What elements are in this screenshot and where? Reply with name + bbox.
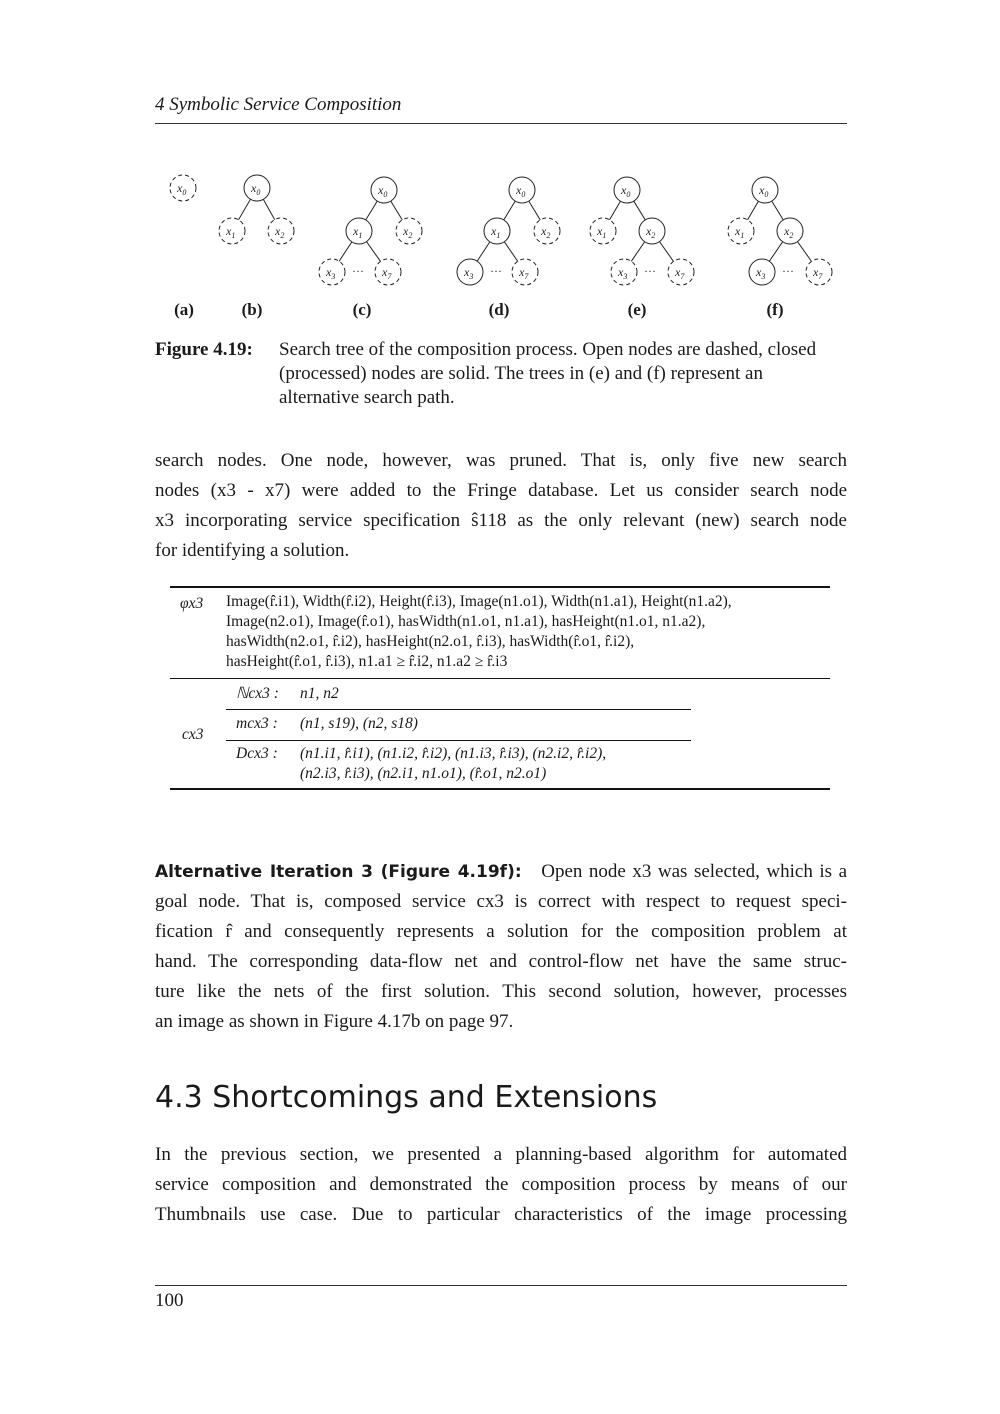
svg-text:x0: $x_0$ bbox=[251, 181, 261, 197]
table-mid-rule bbox=[170, 678, 830, 679]
d-value bbox=[300, 744, 680, 784]
page-number: 100 bbox=[155, 1290, 184, 1311]
text-line: Thumbnails use case. Due to particular characteristics of the image processing bbox=[155, 1204, 847, 1225]
header-rule bbox=[155, 123, 847, 124]
svg-text:x3: $x_3$ bbox=[756, 265, 766, 281]
tree-d bbox=[457, 177, 560, 285]
figure-label-f: (f) bbox=[766, 300, 784, 319]
text-line: ture like the nets of the first solution. This second solution, however, processes bbox=[155, 981, 847, 1002]
text-line: for identifying a solution. bbox=[155, 540, 350, 561]
svg-text:x7: $x_7$ bbox=[813, 265, 823, 281]
table-top-rule bbox=[170, 586, 830, 588]
svg-text:x0: $x_0$ bbox=[516, 183, 526, 199]
svg-text:x2: $x_2$ bbox=[646, 224, 656, 240]
table-inner-rule bbox=[226, 740, 691, 741]
formula-line: (n1.i1, r̂.i1), (n1.i2, r̂.i2), (n1.i3, r̂.i3), (n2.i2, r̂.i2), bbox=[300, 745, 607, 762]
tree-c bbox=[319, 177, 422, 285]
text-fragment: Open node x3 was selected, which is a bbox=[541, 861, 847, 882]
table-inner-rule bbox=[226, 709, 691, 710]
figure-label-c: (c) bbox=[352, 300, 372, 319]
svg-text:x7: $x_7$ bbox=[519, 265, 529, 281]
formula-line: hasHeight(r̂.o1, r̂.i3), n1.a1 ≥ r̂.i2, n1.a2 ≥ r̂.i3 bbox=[226, 653, 508, 670]
tree-f bbox=[728, 177, 832, 285]
paragraph-shortcomings bbox=[155, 1140, 847, 1230]
svg-text:x3: $x_3$ bbox=[618, 265, 628, 281]
svg-text:x0: $x_0$ bbox=[378, 183, 388, 199]
formula-line: Image(n2.o1), Image(r̂.o1), hasWidth(n1.o1, n1.a1), hasHeight(n1.o1, n1.a2), bbox=[226, 613, 706, 630]
m-label: mcx3 : bbox=[236, 715, 278, 732]
svg-text:x7: $x_7$ bbox=[675, 265, 685, 281]
phi-label: φx3 bbox=[180, 595, 204, 612]
svg-text:x0: $x_0$ bbox=[177, 181, 187, 197]
svg-text:x2: $x_2$ bbox=[403, 224, 413, 240]
svg-text:x1: $x_1$ bbox=[735, 224, 745, 240]
svg-text:x1: $x_1$ bbox=[597, 224, 607, 240]
svg-text:x2: $x_2$ bbox=[275, 224, 285, 240]
n-label: ℕcx3 : bbox=[236, 685, 279, 702]
svg-text:x0: $x_0$ bbox=[759, 183, 769, 199]
figure-label-e: (e) bbox=[627, 300, 647, 319]
paragraph-search-nodes bbox=[155, 446, 847, 566]
svg-text:x1: $x_1$ bbox=[491, 224, 501, 240]
text-line: hand. The corresponding data-flow net and control-flow net have the same struc- bbox=[155, 951, 847, 972]
running-head: 4 Symbolic Service Composition bbox=[155, 94, 402, 115]
text-line: goal node. That is, composed service cx3 is correct with respect to request speci- bbox=[155, 891, 847, 912]
search-tree-figure bbox=[155, 168, 845, 298]
caption-label: Figure 4.19: bbox=[155, 339, 253, 360]
c-label: cx3 bbox=[182, 726, 204, 743]
caption-text: Search tree of the composition process. Open nodes are dashed, closed (processed) nodes are solid. The trees in (e) and (f) represent an alternative search path. bbox=[279, 339, 817, 408]
alt-iteration-heading: Alternative Iteration 3 (Figure 4.19f): bbox=[155, 862, 522, 882]
tree-b bbox=[219, 175, 294, 244]
figure-label-a: (a) bbox=[174, 300, 194, 319]
formula-line: (n2.i3, r̂.i3), (n2.i1, n1.o1), (r̂.o1, n2.o1) bbox=[300, 765, 547, 782]
d-label: Dcx3 : bbox=[236, 745, 278, 762]
n-value: n1, n2 bbox=[300, 685, 339, 702]
formula-line: hasWidth(n2.o1, r̂.i2), hasHeight(n2.o1, r̂.i3), hasWidth(r̂.o1, r̂.i2), bbox=[226, 633, 635, 650]
footer-rule bbox=[155, 1285, 847, 1286]
text-line: In the previous section, we presented a planning-based algorithm for automated bbox=[155, 1144, 847, 1165]
text-line bbox=[155, 857, 847, 887]
m-value: (n1, s19), (n2, s18) bbox=[300, 715, 418, 732]
svg-text:x3: $x_3$ bbox=[464, 265, 474, 281]
svg-text:x7: $x_7$ bbox=[382, 265, 392, 281]
svg-text:x2: $x_2$ bbox=[784, 224, 794, 240]
svg-text:x3: $x_3$ bbox=[326, 265, 336, 281]
text-line: x3 incorporating service specification ŝ118 as the only relevant (new) search node bbox=[155, 510, 847, 531]
table-bottom-rule bbox=[170, 788, 830, 790]
text-line: search nodes. One node, however, was pruned. That is, only five new search bbox=[155, 450, 847, 471]
text-line: an image as shown in Figure 4.17b on page 97. bbox=[155, 1011, 514, 1032]
phi-formula bbox=[226, 592, 826, 672]
svg-text:···: ··· bbox=[644, 264, 656, 278]
text-line: nodes (x3 - x7) were added to the Fringe database. Let us consider search node bbox=[155, 480, 847, 501]
svg-text:x1: $x_1$ bbox=[226, 224, 236, 240]
formula-line: Image(r̂.i1), Width(r̂.i2), Height(r̂.i3), Image(n1.o1), Width(n1.a1), Height(n1.a2), bbox=[226, 593, 732, 610]
tree-e bbox=[590, 177, 694, 285]
paragraph-alternative-iteration bbox=[155, 857, 847, 1037]
figure-label-d: (d) bbox=[488, 300, 510, 319]
text-line: service composition and demonstrated the composition process by means of our bbox=[155, 1174, 847, 1195]
svg-text:···: ··· bbox=[782, 264, 794, 278]
svg-text:x0: $x_0$ bbox=[621, 183, 631, 199]
tree-a bbox=[170, 175, 196, 201]
figure-label-b: (b) bbox=[241, 300, 263, 319]
section-heading: 4.3 Shortcomings and Extensions bbox=[155, 1080, 658, 1115]
svg-text:x2: $x_2$ bbox=[541, 224, 551, 240]
svg-text:x1: $x_1$ bbox=[353, 224, 363, 240]
svg-text:···: ··· bbox=[352, 264, 364, 278]
text-line: fication r̂ and consequently represents a solution for the composition problem at bbox=[155, 921, 847, 942]
svg-text:···: ··· bbox=[490, 264, 502, 278]
